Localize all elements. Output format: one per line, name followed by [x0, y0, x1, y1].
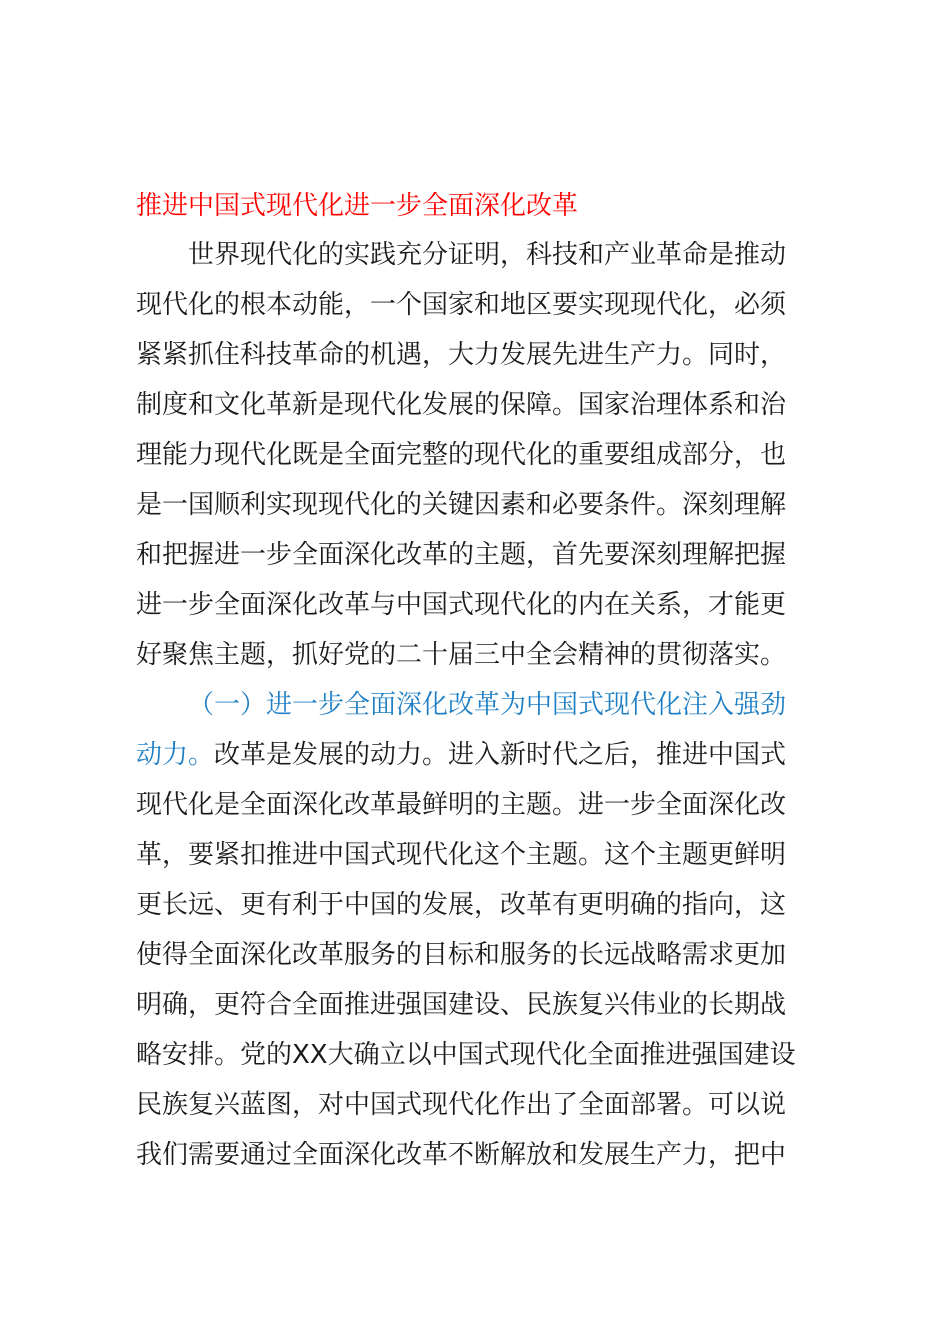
- paragraph-2-line-text: 改革是发展的动力。进入新时代之后，推进中国式: [214, 740, 787, 770]
- paragraph-2-line: 我们需要通过全面深化改革不断解放和发展生产力，把中: [136, 1140, 787, 1170]
- paragraph-1: [136, 230, 836, 680]
- paragraph-1-line: 理能力现代化既是全面完整的现代化的重要组成部分，也: [136, 440, 787, 470]
- paragraph-1-line: 世界现代化的实践充分证明，科技和产业革命是推动: [188, 240, 787, 270]
- section-heading-line: （一）进一步全面深化改革为中国式现代化注入强劲: [188, 690, 787, 720]
- paragraph-1-line: 制度和文化革新是现代化发展的保障。国家治理体系和治: [136, 390, 787, 420]
- paragraph-1-line: 进一步全面深化改革与中国式现代化的内在关系，才能更: [136, 590, 787, 620]
- section-heading-tail: 动力。: [136, 740, 215, 770]
- paragraph-2-line: 略安排。党的XX大确立以中国式现代化全面推进强国建设: [136, 1040, 796, 1070]
- paragraph-2-line: [136, 730, 836, 780]
- paragraph-1-line: 紧紧抓住科技革命的机遇，大力发展先进生产力。同时，: [136, 340, 787, 370]
- document-title: 推进中国式现代化进一步全面深化改革: [136, 191, 579, 221]
- paragraph-2: [136, 680, 836, 1180]
- paragraph-1-line: 现代化的根本动能，一个国家和地区要实现现代化，必须: [136, 290, 787, 320]
- paragraph-2-line: 现代化是全面深化改革最鲜明的主题。进一步全面深化改: [136, 790, 787, 820]
- paragraph-2-line: 明确，更符合全面推进强国建设、民族复兴伟业的长期战: [136, 990, 787, 1020]
- paragraph-1-line: 好聚焦主题，抓好党的二十届三中全会精神的贯彻落实。: [136, 640, 787, 670]
- paragraph-2-line: 革，要紧扣推进中国式现代化这个主题。这个主题更鲜明: [136, 840, 787, 870]
- paragraph-1-line: 是一国顺利实现现代化的关键因素和必要条件。深刻理解: [136, 490, 787, 520]
- paragraph-2-line: 更长远、更有利于中国的发展，改革有更明确的指向，这: [136, 890, 787, 920]
- paragraph-2-line: 民族复兴蓝图，对中国式现代化作出了全面部署。可以说: [136, 1090, 787, 1120]
- paragraph-1-line: 和把握进一步全面深化改革的主题，首先要深刻理解把握: [136, 540, 787, 570]
- paragraph-2-line: 使得全面深化改革服务的目标和服务的长远战略需求更加: [136, 940, 787, 970]
